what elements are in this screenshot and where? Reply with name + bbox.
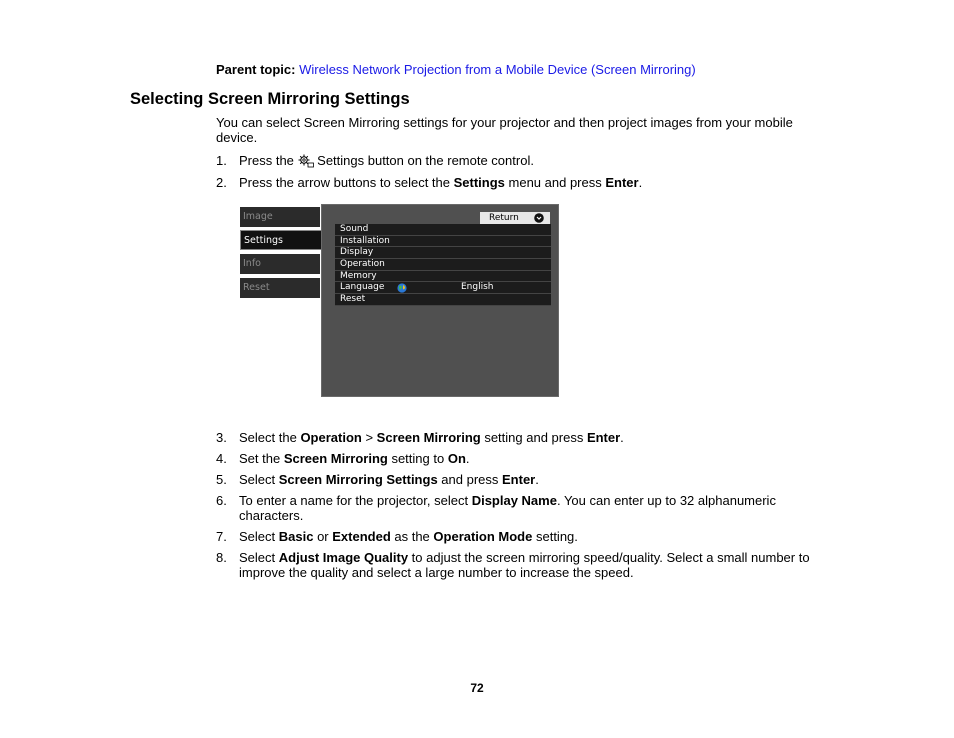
menu-item-sound: Sound xyxy=(335,224,551,236)
menu-item-installation: Installation xyxy=(335,236,551,248)
menu-item-reset: Reset xyxy=(335,294,551,306)
step-1: 1. Press the Settings button on the remote control. xyxy=(216,153,534,168)
menu-item-operation: Operation xyxy=(335,259,551,271)
step-8: 8. Select Adjust Image Quality to adjust the screen mirroring speed/quality. Select a small number to improve the quality and select a large number to increase the speed. xyxy=(216,550,810,580)
step-4: 4. Set the Screen Mirroring setting to On. xyxy=(216,451,470,466)
page-number: 72 xyxy=(470,681,484,695)
return-icon xyxy=(534,213,544,223)
parent-topic-label: Parent topic: xyxy=(216,62,296,77)
step-5: 5. Select Screen Mirroring Settings and press Enter. xyxy=(216,472,539,487)
step-number: 1. xyxy=(216,153,227,168)
language-value: English xyxy=(461,282,494,293)
menu-item-memory: Memory xyxy=(335,271,551,283)
page-heading: Selecting Screen Mirroring Settings xyxy=(130,90,410,108)
intro-paragraph: You can select Screen Mirroring settings for your projector and then project images from your mobile device. xyxy=(216,115,793,145)
menu-tab-settings: Settings xyxy=(240,230,328,250)
globe-icon xyxy=(397,283,407,293)
menu-item-display: Display xyxy=(335,247,551,259)
step-6: 6. To enter a name for the projector, select Display Name. You can enter up to 32 alphanumeric characters. xyxy=(216,493,776,523)
menu-item-language: Language English xyxy=(335,282,551,294)
step-2: 2. Press the arrow buttons to select the Settings menu and press Enter. xyxy=(216,175,643,190)
menu-tab-info: Info xyxy=(240,254,320,274)
settings-items xyxy=(335,224,551,306)
step-7: 7. Select Basic or Extended as the Operation Mode setting. xyxy=(216,529,578,544)
menu-tab-reset: Reset xyxy=(240,278,320,298)
parent-topic-link[interactable]: Wireless Network Projection from a Mobile Device (Screen Mirroring) xyxy=(299,62,696,77)
settings-gear-icon xyxy=(298,154,314,168)
projector-menu-screenshot xyxy=(240,204,560,397)
settings-panel xyxy=(321,204,559,397)
return-button: Return xyxy=(480,212,550,224)
menu-tab-image: Image xyxy=(240,207,320,227)
step-3: 3. Select the Operation > Screen Mirroring setting and press Enter. xyxy=(216,430,624,445)
parent-topic xyxy=(216,62,696,77)
